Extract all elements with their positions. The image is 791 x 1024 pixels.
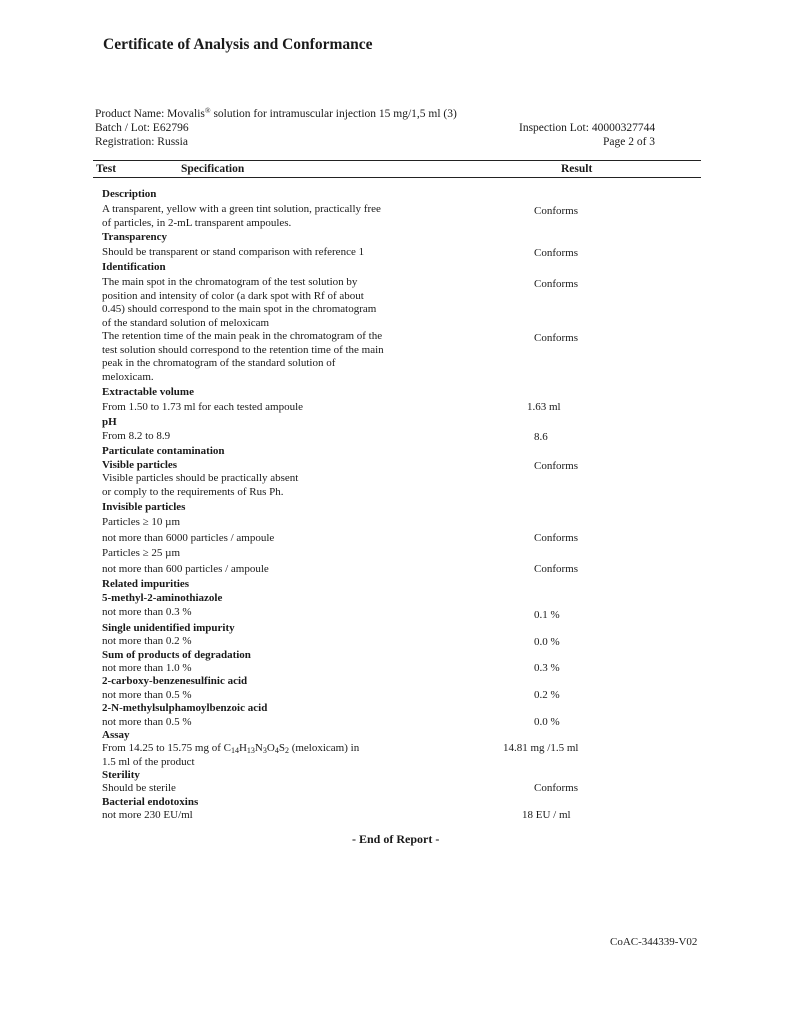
spec-line: not more than 600 particles / ampoule	[102, 563, 269, 575]
result-value: Conforms	[534, 247, 578, 259]
spec-line: 0.45) should correspond to the main spot in the chromatogram	[102, 303, 377, 315]
spec-line: not more than 1.0 %	[102, 662, 192, 674]
spec-line: not more than 0.2 %	[102, 635, 192, 647]
spec-line: Visible particles should be practically absent	[102, 472, 299, 484]
test-heading: pH	[102, 416, 117, 428]
result-value: Conforms	[534, 278, 578, 290]
test-subheading: Sum of products of degradation	[102, 649, 251, 661]
header-top-rule	[93, 160, 701, 161]
column-test: Test	[96, 163, 117, 175]
spec-line: not more 230 EU/ml	[102, 809, 193, 821]
spec-line: A transparent, yellow with a green tint solution, practically free	[102, 203, 381, 215]
spec-line: not more than 0.3 %	[102, 606, 192, 618]
registration: Registration: Russia	[95, 136, 188, 148]
page-number: Page 2 of 3	[603, 136, 656, 148]
result-value: Conforms	[534, 205, 578, 217]
result-value: 1.63 ml	[527, 401, 561, 413]
column-specification: Specification	[181, 163, 245, 175]
test-heading: Transparency	[102, 231, 167, 243]
test-heading: Related impurities	[102, 578, 190, 590]
spec-line: Should be sterile	[102, 782, 176, 794]
spec-line: The main spot in the chromatogram of the test solution by	[102, 276, 358, 288]
header-bottom-rule	[93, 177, 701, 178]
registered-mark: ®	[204, 106, 211, 115]
inspection-lot: Inspection Lot: 40000327744	[519, 122, 656, 134]
spec-line: test solution should correspond to the retention time of the main	[102, 344, 384, 356]
spec-line: not more than 0.5 %	[102, 716, 192, 728]
spec-line: not more than 0.5 %	[102, 689, 192, 701]
test-heading: Particulate contamination	[102, 445, 225, 457]
test-heading: Sterility	[102, 769, 140, 781]
test-heading: Bacterial endotoxins	[102, 796, 199, 808]
result-value: 0.2 %	[534, 689, 560, 701]
spec-line: of particles, in 2-mL transparent ampoules.	[102, 217, 292, 229]
spec-line: The retention time of the main peak in the chromatogram of the	[102, 330, 383, 342]
result-value: 0.0 %	[534, 636, 560, 648]
result-value: 8.6	[534, 431, 548, 443]
result-value: Conforms	[534, 332, 578, 344]
result-value: Conforms	[534, 460, 578, 472]
result-value: 0.0 %	[534, 716, 560, 728]
spec-line: Particles ≥ 25 µm	[102, 547, 181, 559]
result-value: Conforms	[534, 563, 578, 575]
test-heading: Description	[102, 188, 157, 200]
test-subheading: 2-N-methylsulphamoylbenzoic acid	[102, 702, 268, 714]
result-value: Conforms	[534, 782, 578, 794]
test-subheading: Invisible particles	[102, 501, 186, 513]
spec-line: of the standard solution of meloxicam	[102, 317, 270, 329]
test-heading: Assay	[102, 729, 130, 741]
document-title: Certificate of Analysis and Conformance	[103, 36, 373, 53]
result-value: 14.81 mg /1.5 ml	[503, 742, 579, 754]
spec-line: Should be transparent or stand comparison with reference 1	[102, 246, 365, 258]
test-subheading: 5-methyl-2-aminothiazole	[102, 592, 223, 604]
spec-line: or comply to the requirements of Rus Ph.	[102, 486, 284, 498]
test-subheading: 2-carboxy-benzenesulfinic acid	[102, 675, 248, 687]
test-subheading: Visible particles	[102, 459, 178, 471]
result-value: Conforms	[534, 532, 578, 544]
spec-line: not more than 6000 particles / ampoule	[102, 532, 275, 544]
test-heading: Identification	[102, 261, 166, 273]
spec-line: From 14.25 to 15.75 mg of $C_{14}H_{13}N_3O_4S_2$ (meloxicam) in	[102, 742, 360, 755]
column-result: Result	[561, 163, 593, 175]
spec-line: Particles ≥ 10 µm	[102, 516, 181, 528]
spec-line: position and intensity of color (a dark spot with Rf of about	[102, 290, 364, 302]
spec-line: 1.5 ml of the product	[102, 756, 195, 768]
result-value: 0.3 %	[534, 662, 560, 674]
spec-line: From 8.2 to 8.9	[102, 430, 171, 442]
end-of-report: - End of Report -	[352, 832, 440, 846]
product-name: Product Name: Movalis® solution for intramuscular injection 15 mg/1,5 ml (3)	[95, 106, 457, 120]
spec-line: meloxicam.	[102, 371, 154, 383]
test-heading: Extractable volume	[102, 386, 194, 398]
document-code: CoAC-344339-V02	[610, 936, 698, 948]
test-subheading: Single unidentified impurity	[102, 622, 235, 634]
spec-line: peak in the chromatogram of the standard solution of	[102, 357, 336, 369]
result-value: 18 EU / ml	[522, 809, 571, 821]
spec-line: From 1.50 to 1.73 ml for each tested ampoule	[102, 401, 304, 413]
batch-lot: Batch / Lot: E62796	[95, 122, 189, 134]
result-value: 0.1 %	[534, 609, 560, 621]
